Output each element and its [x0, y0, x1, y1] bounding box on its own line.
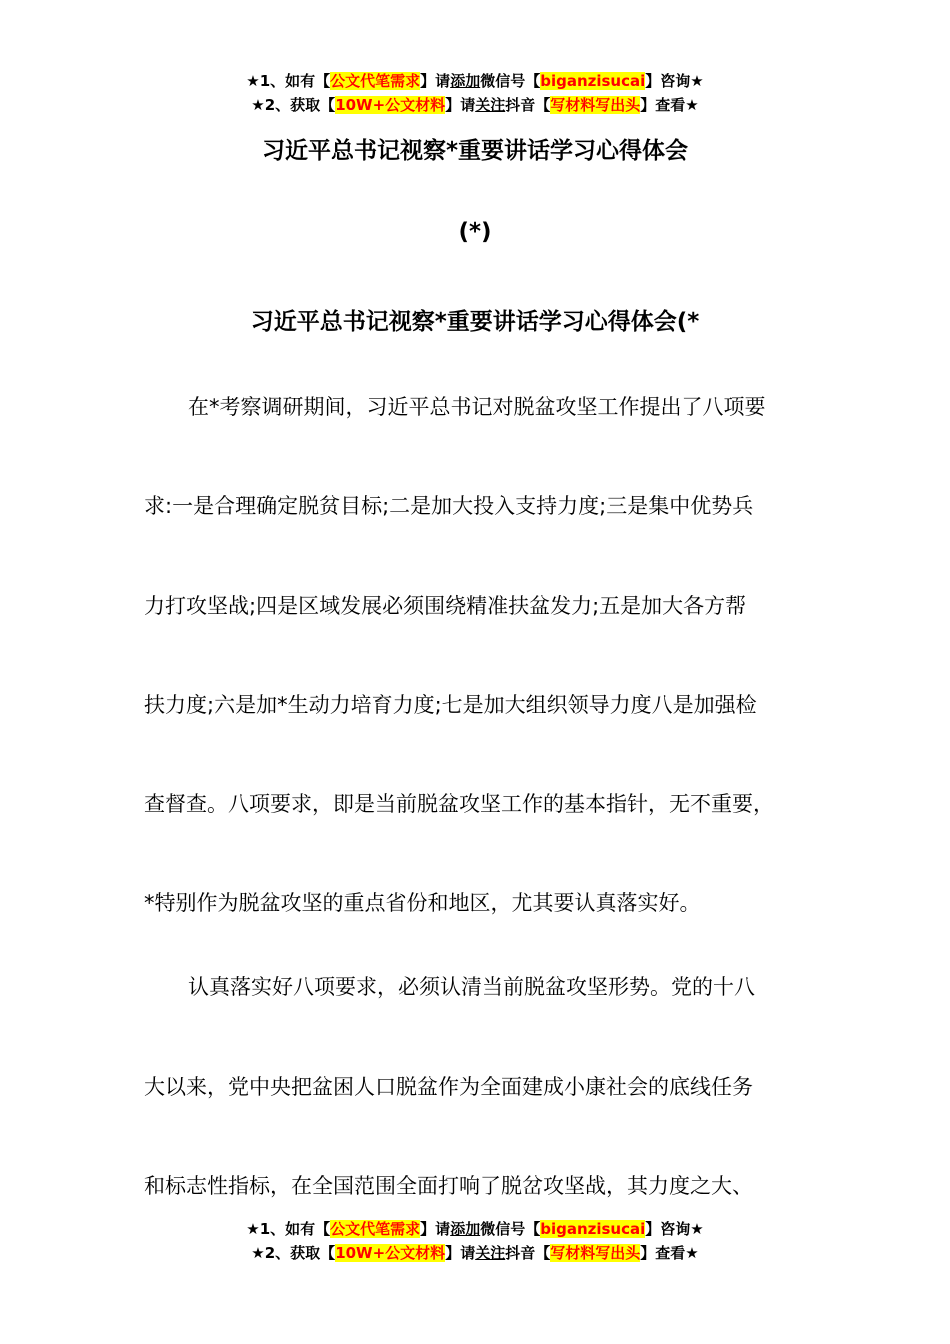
highlight-wechat-id: biganzisucai [540, 1220, 646, 1238]
header-ad-line-2: ★2、获取【10W+公文材料】请关注抖音【写材料写出头】查看★ [251, 96, 699, 114]
paragraph-line: 在*考察调研期间，习近平总书记对脱盆攻坚工作提出了八项要 [188, 395, 766, 419]
paragraph-line: 认真落实好八项要求，必须认清当前脱盆攻坚形势。党的十八 [188, 975, 755, 999]
paragraph-line: 查督查。八项要求，即是当前脱盆攻坚工作的基本指针，无不重要， [144, 792, 774, 816]
document-title-suffix: (*) [458, 219, 492, 245]
highlight-materials: 10W+公文材料 [335, 1244, 446, 1262]
paragraph-line: 大以来，党中央把盆困人口脱盆作为全面建成小康社会的底线任务 [144, 1075, 753, 1099]
highlight-ghostwriting: 公文代笔需求 [330, 1220, 421, 1238]
header-ad-line-1: ★1、如有【公文代笔需求】请添加微信号【biganzisucai】咨询★ [246, 72, 704, 90]
highlight-wechat-id: biganzisucai [540, 72, 646, 90]
paragraph-line: 力打攻坚战;四是区域发展必须围绕精准扶盆发力;五是加大各方帮 [144, 594, 747, 618]
paragraph-line: 和标志性指标，在全国范围全面打响了脱岔攻坚战，其力度之大、 [144, 1174, 753, 1198]
paragraph-line: 扶力度;六是加*生动力培育力度;七是加大组织领导力度八是加强检 [144, 693, 757, 717]
paragraph-line: *特别作为脱盆攻坚的重点省份和地区，尤其要认真落实好。 [144, 891, 701, 915]
document-subtitle: 习近平总书记视察*重要讲话学习心得体会(* [250, 309, 700, 335]
footer-ad-line-2: ★2、获取【10W+公文材料】请关注抖音【写材料写出头】查看★ [251, 1244, 699, 1262]
highlight-douyin-account: 写材料写出头 [550, 96, 641, 114]
highlight-materials: 10W+公文材料 [335, 96, 446, 114]
highlight-douyin-account: 写材料写出头 [550, 1244, 641, 1262]
paragraph-line: 求:一是合理确定脱贫目标;二是加大投入支持力度;三是集中优势兵 [144, 494, 754, 518]
footer-ad-line-1: ★1、如有【公文代笔需求】请添加微信号【biganzisucai】咨询★ [246, 1220, 704, 1238]
document-title: 习近平总书记视察*重要讲话学习心得体会 [261, 138, 689, 164]
highlight-ghostwriting: 公文代笔需求 [330, 72, 421, 90]
